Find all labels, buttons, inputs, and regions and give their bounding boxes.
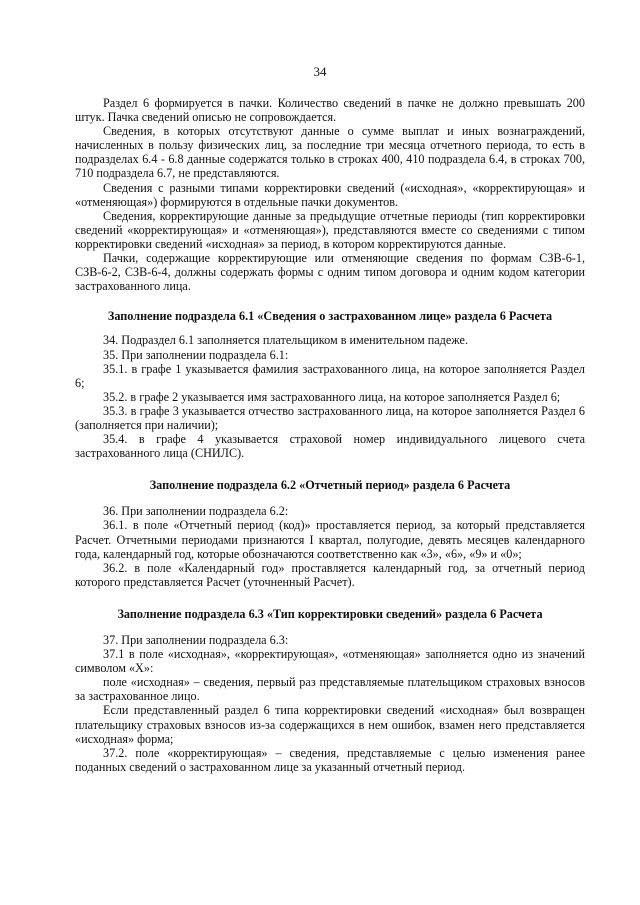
paragraph: 36. При заполнении подраздела 6.2: xyxy=(103,504,289,519)
paragraph: 35.4. в графе 4 указывается страховой номер индивидуального лицевого счета застрахованного лица (СНИЛС). xyxy=(75,432,585,461)
paragraph: 36.2. в поле «Календарный год» проставляется календарный год, за отчетный период которого представляется Расчет (уточненный Расчет). xyxy=(75,560,585,589)
document-body xyxy=(75,96,585,774)
paragraph: Сведения, в которых отсутствуют данные о сумме выплат и иных вознаграждений, начисленных в пользу физических лиц, за последние три месяца отчетного периода, то есть в подразделах 6.4 - 6.8 данные содержатся только в строках 400, 410 подраздела 6.4, в строках 700, 710 подраздела 6.7, не представляются. xyxy=(75,124,585,181)
paragraph: 35.3. в графе 3 указывается отчество застрахованного лица, на которое заполняется Раздел 6 (заполняется при наличии); xyxy=(75,403,585,432)
paragraph: 36.1. в поле «Отчетный период (код)» проставляется период, за который представляется Расчет. Отчетными периодами признаются I квартал, полугодие, девять месяцев календарного года, календарный год, которые обозначаются соответственно как «3», «6», «9» и «0»; xyxy=(75,518,585,561)
paragraph: поле «исходная» – сведения, первый раз представляемые плательщиком страховых взносов за застрахованное лицо. xyxy=(75,675,585,704)
paragraph: 37.2. поле «корректирующая» – сведения, представляемые с целью изменения ранее поданных сведений о застрахованном лице за указанный отчетный период. xyxy=(75,745,585,774)
paragraph: 35.2. в графе 2 указывается имя застрахованного лица, на которое заполняется Раздел 6; xyxy=(103,389,561,404)
paragraph: Пачки, содержащие корректирующие или отменяющие сведения по формам СЗВ-6-1, СЗВ-6-2, СЗВ-6-4, должны содержать формы с одним типом договора и одним кодом категории застрахованного лица. xyxy=(75,251,585,294)
section-heading-6-1: Заполнение подраздела 6.1 «Сведения о застрахованном лице» раздела 6 Расчета xyxy=(107,309,553,324)
paragraph: Раздел 6 формируется в пачки. Количество сведений в пачке не должно превышать 200 штук. Пачка сведений описью не сопровождается. xyxy=(75,96,585,125)
page-number: 34 xyxy=(313,64,327,79)
paragraph: 35.1. в графе 1 указывается фамилия застрахованного лица, на которое заполняется Раздел 6; xyxy=(75,361,585,390)
paragraph: Сведения, корректирующие данные за предыдущие отчетные периоды (тип корректировки сведений «корректирующая» и «отменяющая»), представляются вместе со сведениями с типом корректировки сведений «исходная» за период, в котором корректируются данные. xyxy=(75,208,585,251)
paragraph: 37.1 в поле «исходная», «корректирующая», «отменяющая» заполняется одно из значений символом «Х»: xyxy=(75,647,585,676)
section-heading-6-3: Заполнение подраздела 6.3 «Тип корректировки сведений» раздела 6 Расчета xyxy=(117,606,543,621)
paragraph: Если представленный раздел 6 типа корректировки сведений «исходная» был возвращен плательщику страховых взносов из-за содержащихся в нем ошибок, взамен него представляется «исходная» форма; xyxy=(75,703,585,746)
paragraph: 35. При заполнении подраздела 6.1: xyxy=(103,347,289,362)
section-heading-6-2: Заполнение подраздела 6.2 «Отчетный период» раздела 6 Расчета xyxy=(149,478,511,493)
paragraph: 37. При заполнении подраздела 6.3: xyxy=(103,633,289,647)
paragraph: Сведения с разными типами корректировки сведений («исходная», «корректирующая» и «отменяющая») формируются в отдельные пачки документов. xyxy=(75,180,585,209)
paragraph: 34. Подраздел 6.1 заполняется плательщиком в именительном падеже. xyxy=(103,333,468,348)
